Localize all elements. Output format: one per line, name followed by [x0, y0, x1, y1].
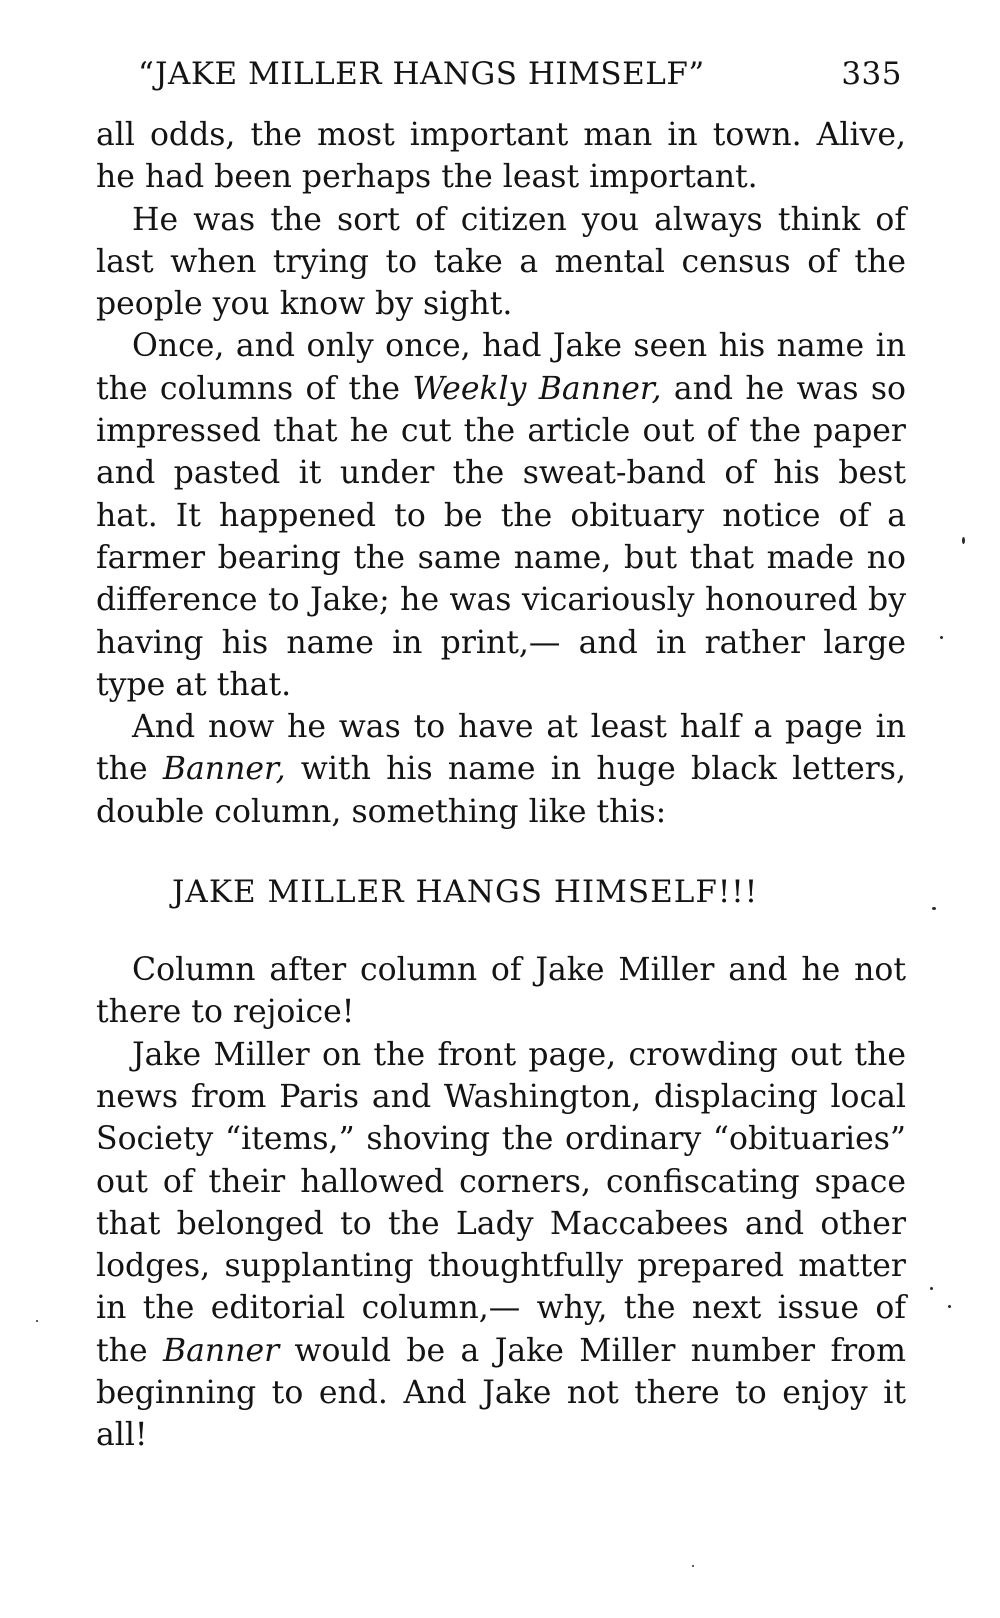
- page-number: 335: [841, 56, 902, 92]
- text-run: Jake Miller on the front page, crowding out the news from Paris and Washington, displacing local Society “items,” shoving the ordinary “obituaries” out of their hallowed corners, confiscating space that belonged to the Lady Maccabees and other lodges, supplanting thoughtfully prepared matter in the editorial column,— why, the next issue of the: [96, 1036, 906, 1369]
- newspaper-title: Banner: [162, 1332, 280, 1369]
- text-run: with his name in huge black letters, double column, something like this:: [96, 751, 906, 830]
- scan-speck: [940, 636, 943, 639]
- paragraph: [96, 706, 906, 833]
- body-text: [96, 114, 906, 1457]
- scan-speck: [962, 537, 965, 544]
- paragraph: [96, 949, 906, 1034]
- newspaper-title: Weekly Banner,: [412, 370, 662, 407]
- scan-speck: [692, 1565, 694, 1567]
- text-run: and he was so impressed that he cut the article out of the paper and pasted it under the sweat-band of his best hat. It happened to be the obituary notice of a farmer bearing the same name, but that made no difference to Jake; he was vicariously honoured by having his name in print,— and in rather large type at that.: [96, 370, 906, 703]
- text-run: And now he was to have at least half a page in the: [96, 709, 906, 788]
- text-run: He was the sort of citizen you always think of last when trying to take a mental census of the people you know by sight.: [96, 201, 906, 323]
- text-run: would be a Jake Miller number from beginning to end. And Jake not there to enjoy it all!: [96, 1332, 906, 1454]
- paragraph: [96, 114, 906, 199]
- scan-speck: [36, 1320, 38, 1322]
- scan-speck: [930, 1287, 933, 1290]
- scan-speck: [932, 907, 936, 910]
- running-head: [96, 54, 906, 94]
- mock-headline: JAKE MILLER HANGS HIMSELF!!!: [172, 874, 759, 911]
- paragraph: [96, 1034, 906, 1457]
- running-head-title: “JAKE MILLER HANGS HIMSELF”: [138, 56, 705, 92]
- paragraph: [96, 325, 906, 706]
- text-run: Once, and only once, had Jake seen his name in the columns of the: [96, 328, 906, 407]
- newspaper-title: Banner,: [162, 751, 286, 788]
- scan-speck: [948, 1305, 951, 1308]
- paragraph: [96, 199, 906, 326]
- text-run: Column after column of Jake Miller and he not there to rejoice!: [96, 952, 906, 1031]
- text-run: all odds, the most important man in town. Alive, he had been perhaps the least important.: [96, 117, 906, 196]
